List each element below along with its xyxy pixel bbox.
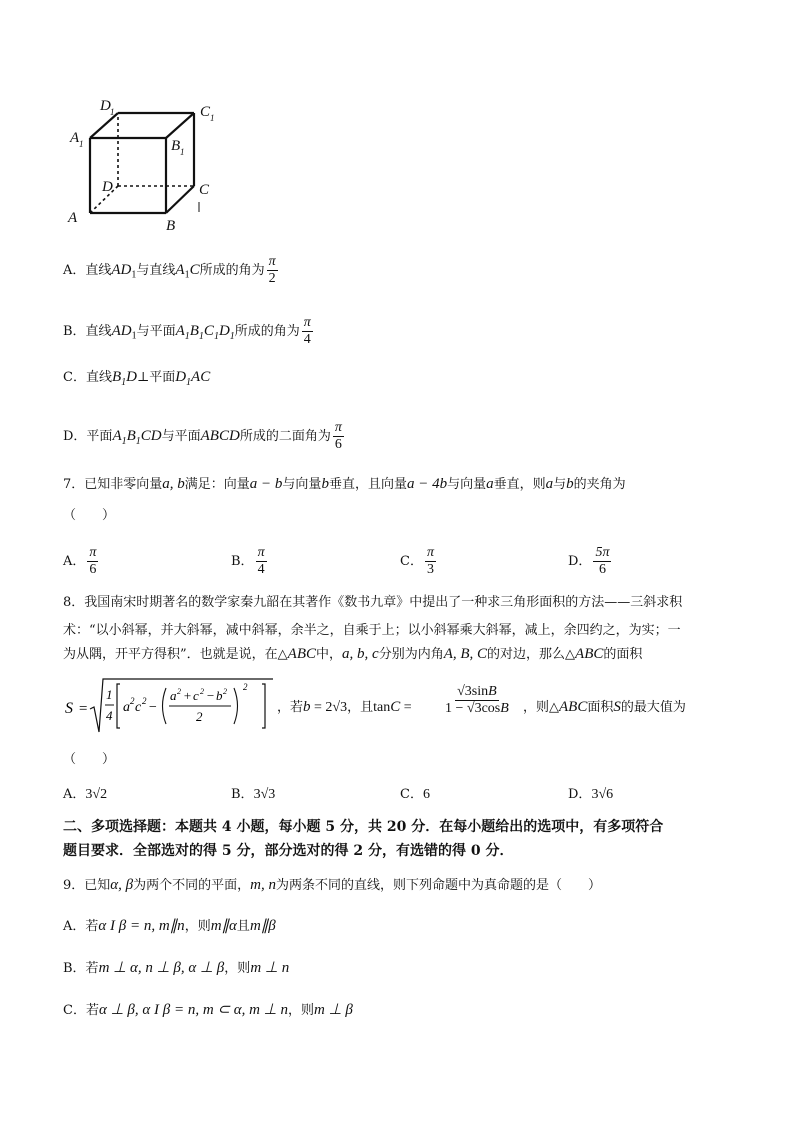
label-A1: A <box>70 130 80 146</box>
q8-line3: 为从隅，开平方得积”．也就是说，在△ABC中，a, b, c分别为内角A, B, C的对边，那么△ABC的面积 <box>63 646 643 662</box>
section2-heading-line2: 题目要求．全部选对的得 5 分，部分选对的得 2 分，有选错的得 0 分． <box>63 843 514 859</box>
label-D1: D <box>100 98 111 114</box>
svg-text:c: c <box>193 688 199 703</box>
plane-a1b1c1d1: $A_1B_1C_1D_1$ <box>175 323 235 342</box>
q7-option-c: C． $\frac{\pi}{3}$ <box>400 545 434 577</box>
svg-text:b: b <box>216 688 223 703</box>
q8-line1: 8．我国南宋时期著名的数学家秦九韶在其著作《数书九章》中提出了一种求三角形面积的方法——三斜求积 <box>63 595 683 610</box>
line-b1d: $B_1D$ <box>111 369 137 388</box>
svg-text:2: 2 <box>200 687 204 696</box>
q7-option-a: A． $\frac{\pi}{6}$ <box>63 545 97 577</box>
q8-paren: （ ） <box>63 752 116 767</box>
label-C1-sub: 1 <box>210 113 215 123</box>
svg-text:1: 1 <box>106 687 113 702</box>
q7-option-b: B． $\frac{\pi}{4}$ <box>231 545 265 577</box>
q9-option-b: B．若m ⊥ α, n ⊥ β, α ⊥ β，则m ⊥ n <box>63 960 290 976</box>
svg-text:−: − <box>148 700 158 715</box>
q6-option-b: B．直线$AD_1$与平面$A_1B_1C_1D_1$所成的角为 $\frac{\pi}{4}$ <box>63 315 311 347</box>
label-B1: B <box>171 138 181 154</box>
q6-option-d: D．平面$A_1B_1CD$与平面ABCD所成的二面角为 $\frac{\pi}{6}$ <box>63 420 342 452</box>
label-B1-sub: 1 <box>180 147 185 157</box>
section2-heading-line1: 二、多项选择题：本题共 4 小题，每小题 5 分，共 20 分．在每小题给出的选项中，有多项符合 <box>63 819 664 835</box>
fraction: $\frac{\pi}{4}$ <box>303 315 311 347</box>
svg-text:S: S <box>65 700 73 717</box>
area-formula <box>63 676 275 736</box>
plane-a1b1cd: $A_1B_1CD$ <box>112 428 162 447</box>
q6-option-a: A．直线$AD_1$与直线$A_1C$所成的角为 $\frac{\pi}{2}$ <box>63 254 276 286</box>
q9-option-a: A．若α I β = n, m∥n，则m∥α且m∥β <box>63 918 276 934</box>
q7-option-d: D． $\frac{5\pi}{6}$ <box>568 545 610 577</box>
svg-text:+: + <box>183 688 192 703</box>
svg-text:a: a <box>170 688 177 703</box>
svg-text:=: = <box>78 701 89 717</box>
svg-text:2: 2 <box>223 687 227 696</box>
q7-stem: 7．已知非零向量a, b满足：向量a − b与向量b垂直，且向量a − 4b与向量a垂直，则a与b的夹角为 <box>63 476 626 492</box>
svg-text:2: 2 <box>177 687 181 696</box>
edge-B1C1 <box>166 113 194 138</box>
q8-option-c: C．6 <box>400 787 430 802</box>
svg-text:2: 2 <box>142 696 147 706</box>
svg-text:c: c <box>135 700 142 715</box>
label-C: C <box>199 182 210 198</box>
label-A: A <box>68 210 78 226</box>
fraction: $\frac{\pi}{2}$ <box>268 254 276 286</box>
label-A1-sub: 1 <box>79 139 84 149</box>
svg-text:2: 2 <box>243 682 248 692</box>
label-C1: C <box>200 104 211 120</box>
tanC-fraction: $\frac{√3\sin B}{1 - √3\cos B}$ <box>445 684 509 716</box>
label-D: D <box>102 179 113 195</box>
q8-line2: 术：“以小斜幂，并大斜幂，减中斜幂，余半之，自乘于上；以小斜幂乘大斜幂，减上，余四约之，为实；一 <box>63 623 681 638</box>
q8-option-a: A．3√2 <box>63 787 108 802</box>
q8-option-d: D．3√6 <box>568 787 614 802</box>
svg-text:a: a <box>123 700 130 715</box>
svg-text:2: 2 <box>196 709 203 724</box>
q9-stem: 9．已知α, β为两个不同的平面，m, n为两条不同的直线，则下列命题中为真命题的是（ ） <box>63 877 602 893</box>
q8-option-b: B．3√3 <box>231 787 276 802</box>
plane-d1ac: $D_1AC$ <box>175 369 211 388</box>
q6-option-c: C．直线$B_1D\perp$平面$D_1AC$ <box>63 369 211 388</box>
svg-text:4: 4 <box>106 708 113 723</box>
label-B: B <box>166 218 176 232</box>
q7-paren: （ ） <box>63 508 116 523</box>
cube-figure <box>62 96 242 232</box>
svg-text:2: 2 <box>130 696 135 706</box>
label-D1-sub: 1 <box>110 107 115 117</box>
edge-BC <box>166 186 194 213</box>
fraction: $\frac{\pi}{6}$ <box>334 420 342 452</box>
svg-text:−: − <box>206 688 215 703</box>
q9-option-c: C．若α ⊥ β, α I β = n, m ⊂ α, m ⊥ n，则m ⊥ β <box>63 1002 353 1018</box>
